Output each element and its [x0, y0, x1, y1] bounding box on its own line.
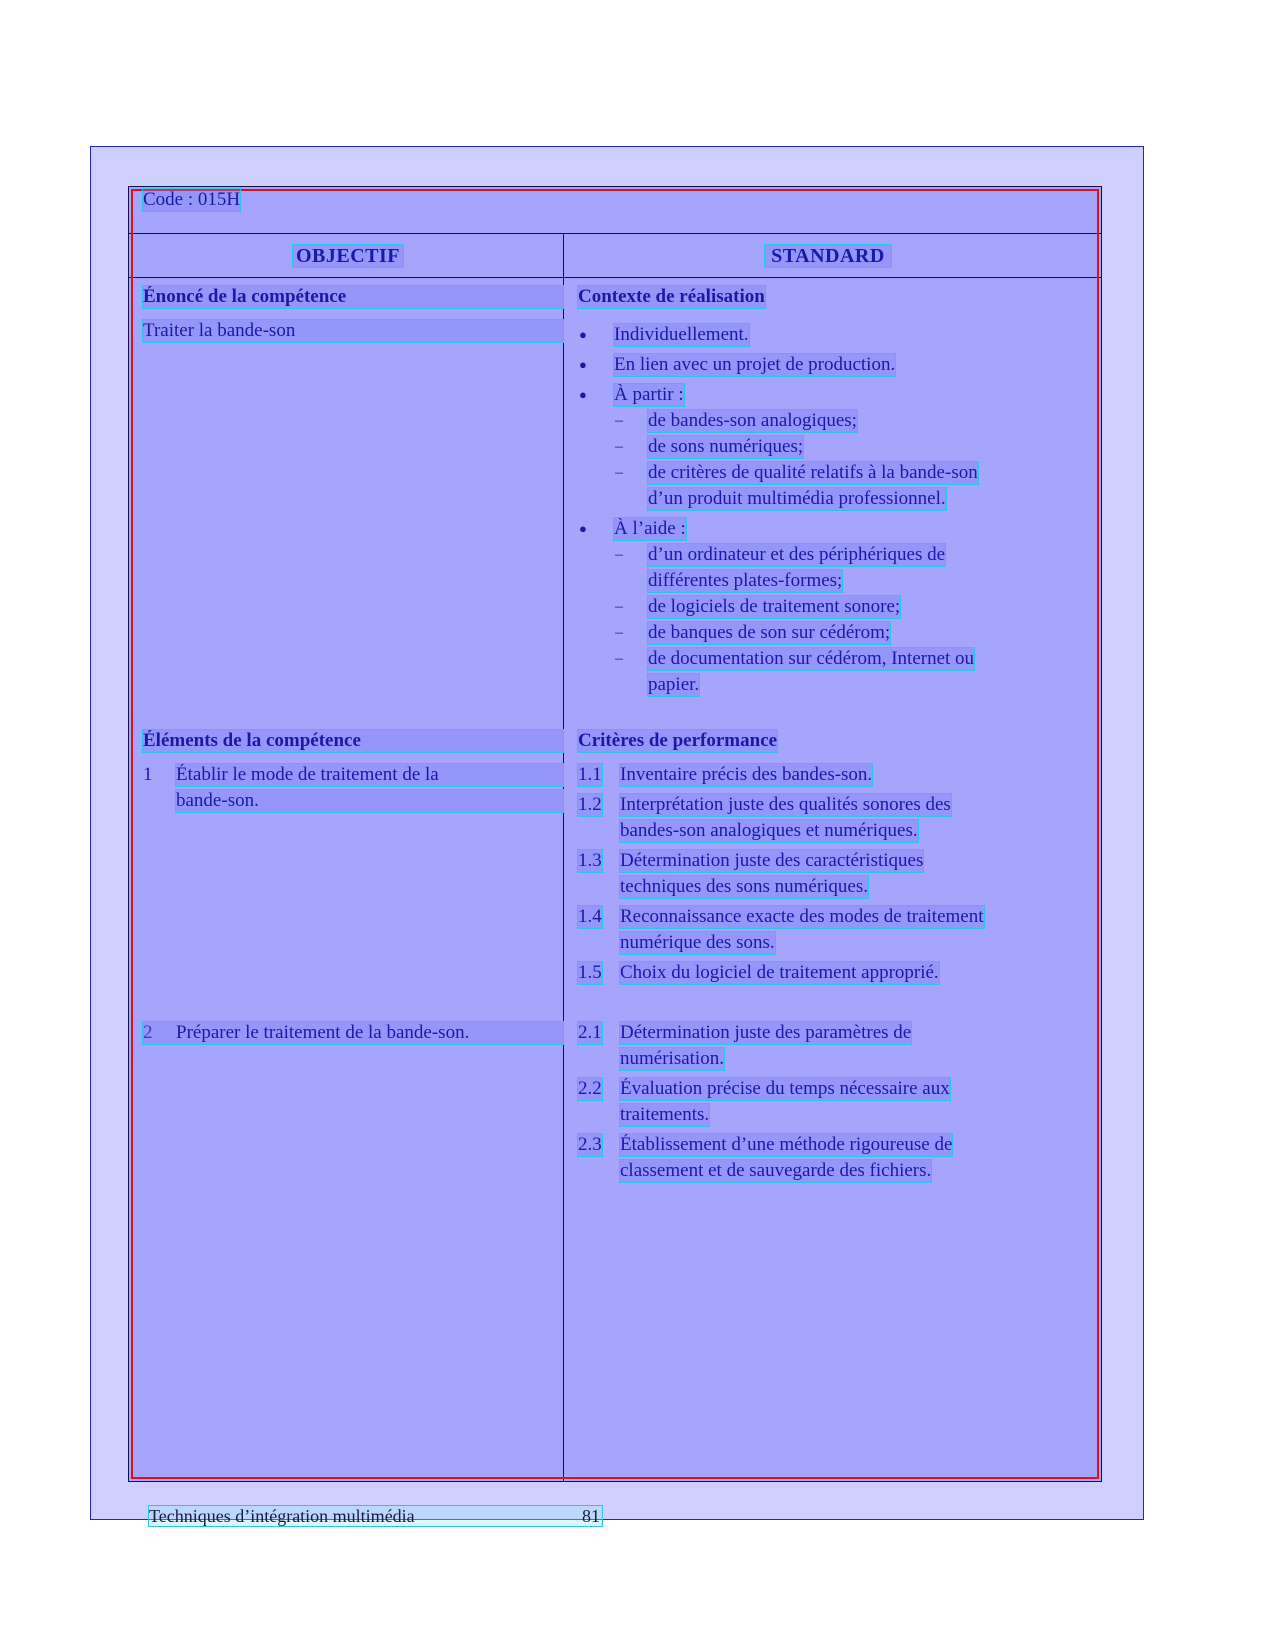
contexte-item: Individuellement.: [614, 324, 749, 345]
page-footer: [149, 1506, 602, 1526]
critere-text: Reconnaissance exacte des modes de traitement: [620, 906, 984, 927]
element-text: Établir le mode de traitement de la: [176, 764, 563, 786]
elements-title: Éléments de la compétence: [143, 730, 563, 752]
critere-text: Inventaire précis des bandes-son.: [620, 764, 873, 785]
critere-number: 1.1: [578, 764, 602, 785]
critere-number: 1.4: [578, 906, 602, 927]
critere-text: Évaluation précise du temps nécessaire aux: [620, 1078, 950, 1099]
dash-icon: –: [615, 464, 623, 481]
header-objectif: OBJECTIF: [293, 245, 403, 267]
contexte-item: En lien avec un projet de production.: [614, 354, 896, 375]
contexte-subitem: de sons numériques;: [648, 436, 804, 457]
contexte-subitem-continuation: papier.: [648, 674, 700, 695]
critere-number: 1.3: [578, 850, 602, 871]
criteres-title: Critères de performance: [578, 730, 778, 751]
code-label: Code : 015H: [143, 189, 241, 210]
contexte-subitem: de banques de son sur cédérom;: [648, 622, 891, 643]
footer-title: Techniques d’intégration multimédia: [149, 1506, 415, 1526]
bullet-icon: ●: [579, 387, 587, 402]
critere-number: 2.2: [578, 1078, 602, 1099]
dash-icon: –: [615, 624, 623, 641]
dash-icon: –: [615, 412, 623, 429]
contexte-subitem: de documentation sur cédérom, Internet ou: [648, 648, 975, 669]
contexte-item: À partir :: [614, 384, 684, 405]
header-standard: STANDARD: [765, 245, 891, 267]
critere-text-continuation: bandes-son analogiques et numériques.: [620, 820, 918, 841]
header-top-divider: [128, 233, 1102, 234]
enonce-text: Traiter la bande-son: [143, 320, 563, 342]
contexte-subitem-continuation: d’un produit multimédia professionnel.: [648, 488, 946, 509]
contexte-subitem-continuation: différentes plates-formes;: [648, 570, 843, 591]
critere-text: Détermination juste des paramètres de: [620, 1022, 912, 1043]
element-number: 1: [143, 764, 153, 785]
critere-text-continuation: numérique des sons.: [620, 932, 775, 953]
critere-text-continuation: techniques des sons numériques.: [620, 876, 869, 897]
critere-number: 2.1: [578, 1022, 602, 1043]
dash-icon: –: [615, 598, 623, 615]
enonce-title: Énoncé de la compétence: [143, 286, 563, 308]
contexte-subitem: de critères de qualité relatifs à la bande-son: [648, 462, 978, 483]
contexte-subitem: de bandes-son analogiques;: [648, 410, 857, 431]
critere-text-continuation: classement et de sauvegarde des fichiers.: [620, 1160, 932, 1181]
element-number: 2: [143, 1022, 153, 1043]
contexte-item: À l’aide :: [614, 518, 686, 539]
critere-text: Choix du logiciel de traitement approprié.: [620, 962, 939, 983]
bullet-icon: ●: [579, 357, 587, 372]
header-bottom-divider: [128, 277, 1102, 278]
element-text-continuation: bande-son.: [176, 790, 563, 812]
column-divider: [563, 233, 564, 1482]
dash-icon: –: [615, 650, 623, 667]
competency-table: [128, 186, 1102, 1482]
critere-text-continuation: numérisation.: [620, 1048, 724, 1069]
contexte-subitem: de logiciels de traitement sonore;: [648, 596, 901, 617]
bullet-icon: ●: [579, 327, 587, 342]
critere-number: 2.3: [578, 1134, 602, 1155]
critere-number: 1.5: [578, 962, 602, 983]
critere-text-continuation: traitements.: [620, 1104, 710, 1125]
page-number: 81: [582, 1506, 600, 1526]
critere-text: Établissement d’une méthode rigoureuse de: [620, 1134, 953, 1155]
dash-icon: –: [615, 438, 623, 455]
critere-text: Détermination juste des caractéristiques: [620, 850, 924, 871]
critere-text: Interprétation juste des qualités sonores des: [620, 794, 951, 815]
contexte-title: Contexte de réalisation: [578, 286, 765, 307]
contexte-subitem: d’un ordinateur et des périphériques de: [648, 544, 946, 565]
element-text: Préparer le traitement de la bande-son.: [143, 1022, 563, 1044]
dash-icon: –: [615, 546, 623, 563]
critere-number: 1.2: [578, 794, 602, 815]
bullet-icon: ●: [579, 521, 587, 536]
